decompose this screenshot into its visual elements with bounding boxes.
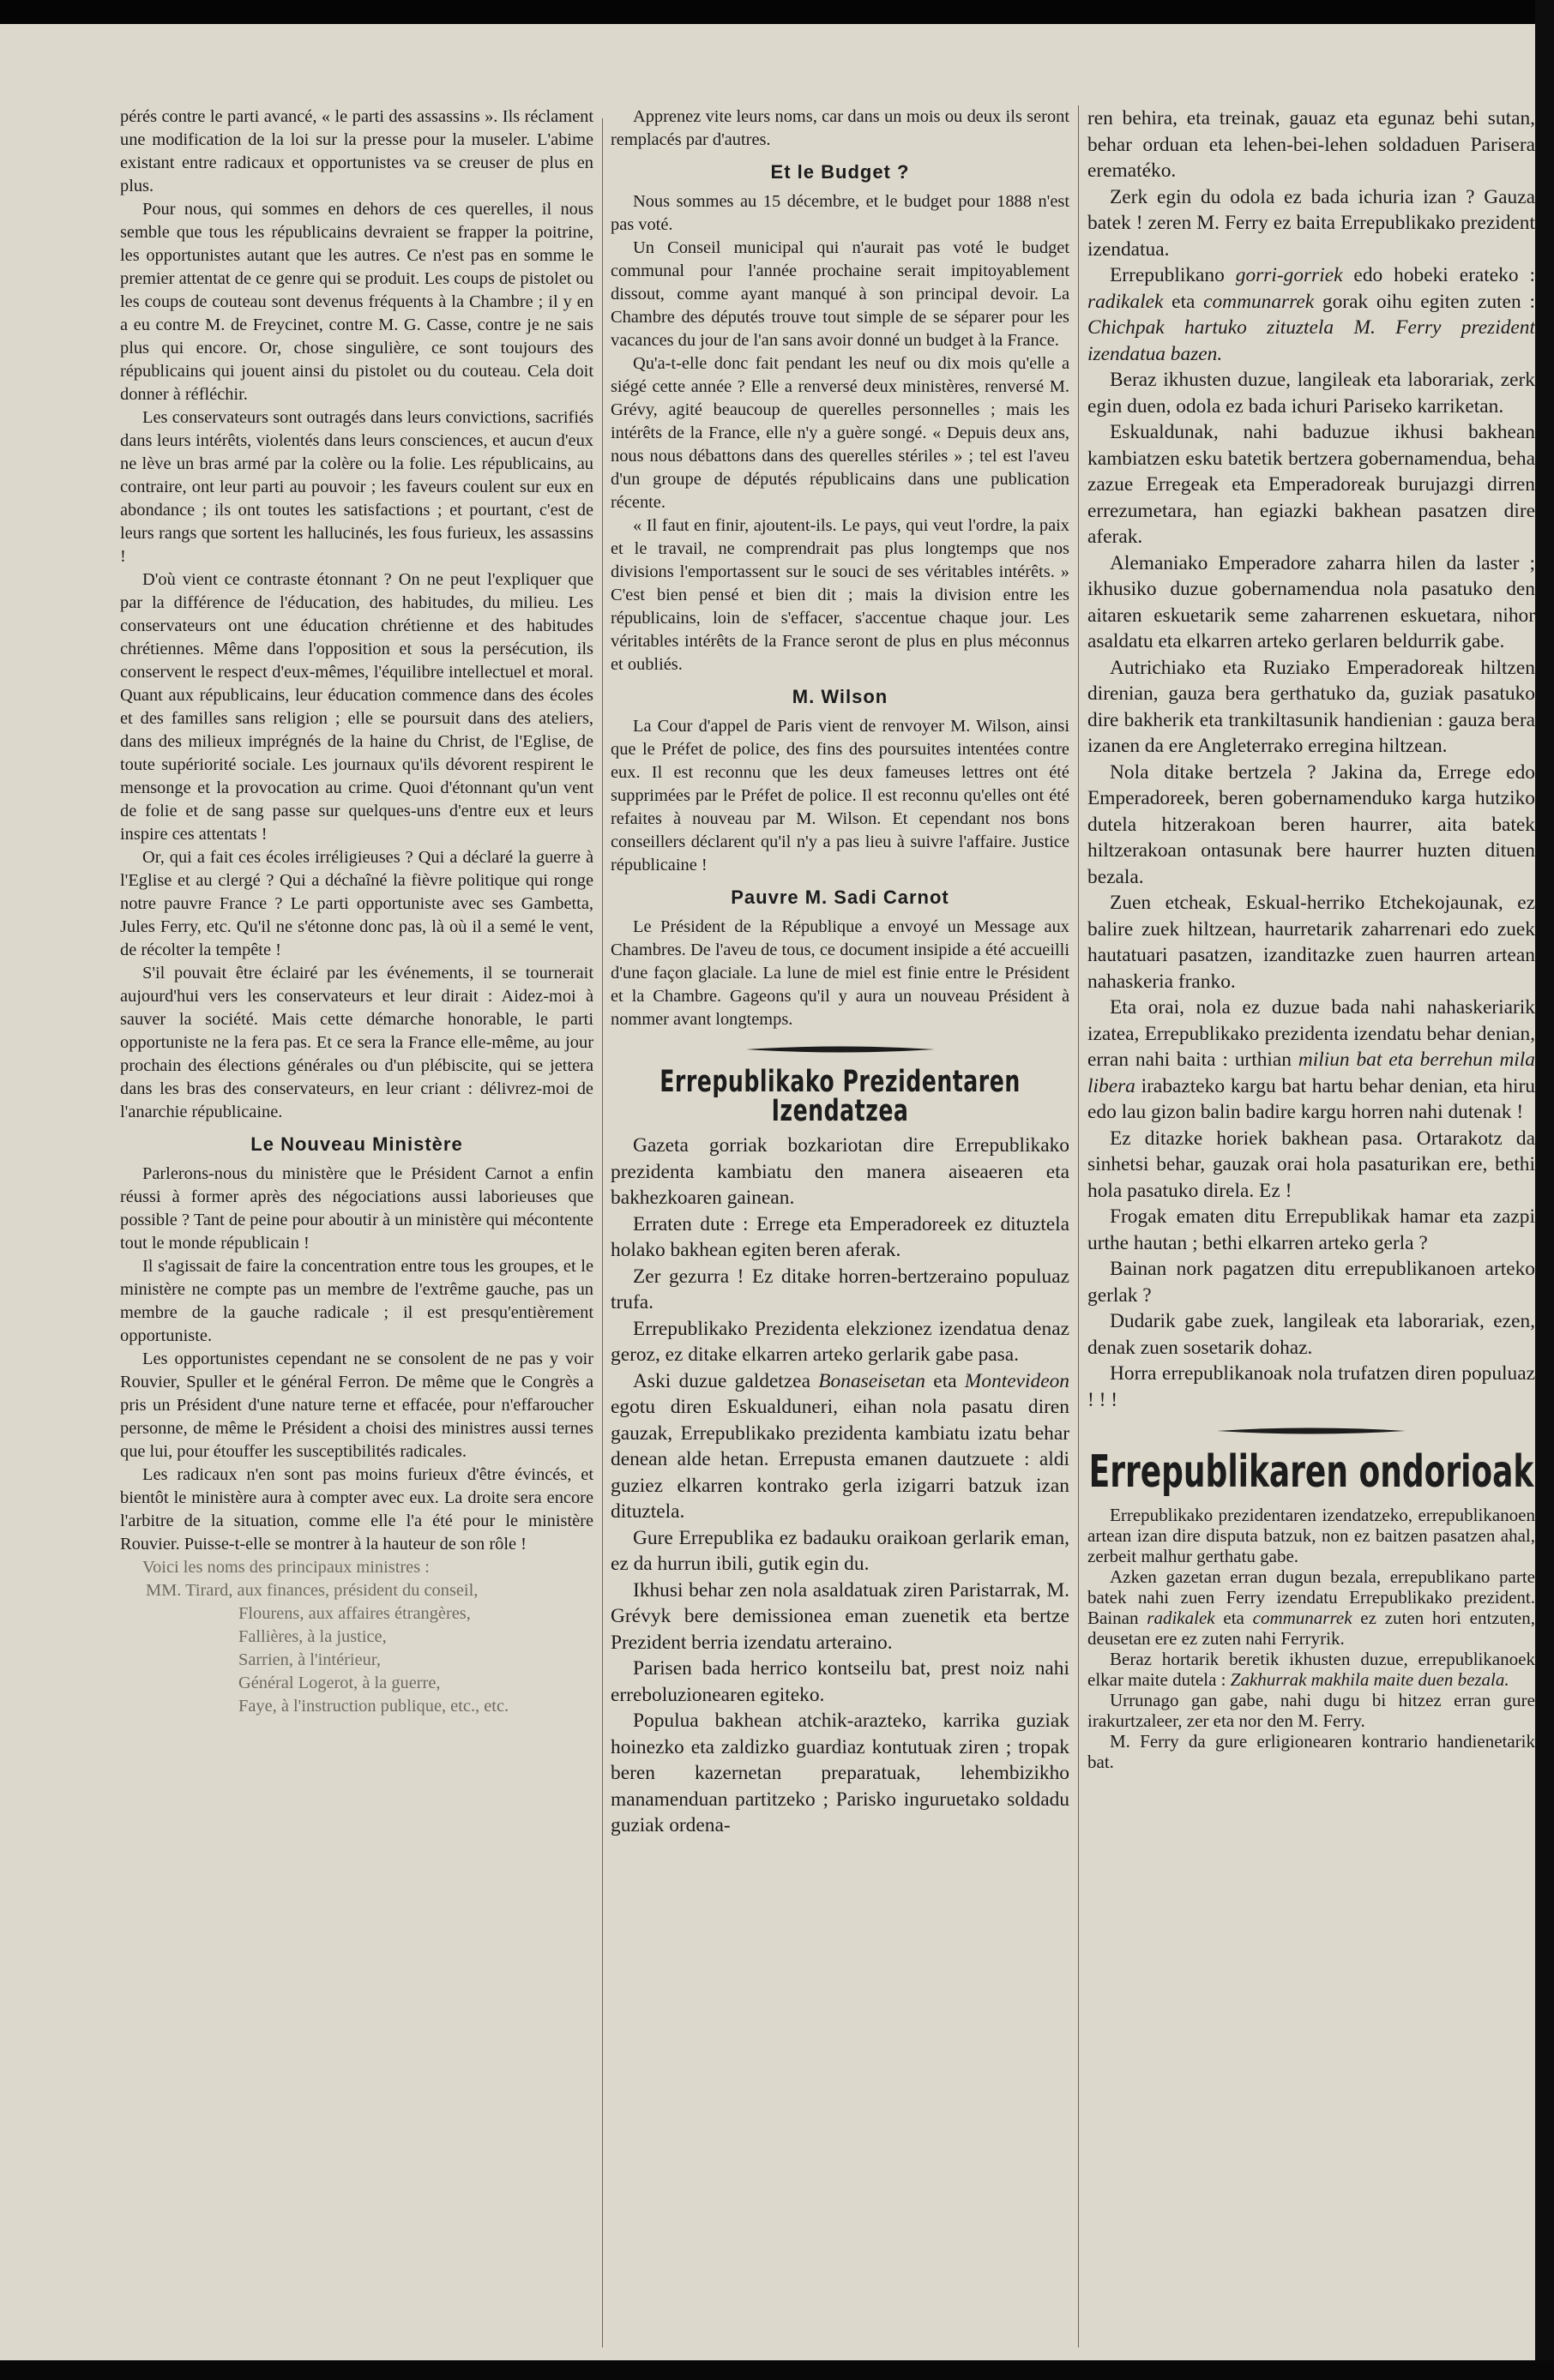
paragraph: Zer gezurra ! Ez ditake horren-bertzeraino populuaz trufa. <box>611 1265 1069 1313</box>
paragraph: Les opportunistes cependant ne se consolent de ne pas y voir Rouvier, Spuller et le général Ferron. De même que le Congrès a pris un Président d'une nature terne et effacée, pour n'effaroucher personne, de même le Président a choisi des ministres aussi ternes que lui, pour étouffer les susceptibilités radicales. <box>120 1349 593 1461</box>
paragraph: Urrunago gan gabe, nahi dugu bi hitzez erran gure irakurtzaleer, zer eta nor den M. Ferry. <box>1087 1689 1535 1731</box>
column-rule-left <box>602 118 603 2347</box>
paragraph: Dudarik gabe zuek, langileak eta laborariak, ezen, denak zuen sosetarik dohaz. <box>1087 1310 1535 1359</box>
paragraph: Le Président de la République a envoyé un Message aux Chambres. De l'aveu de tous, ce document insipide a été accueilli d'une façon glaciale. La lune de miel est finie entre le Président et la Chambre. Gageons qu'il y aura un nouveau Président à nommer avant longtemps. <box>611 917 1069 1029</box>
section-heading-wilson: M. Wilson <box>792 686 888 707</box>
paragraph: ren behira, eta treinak, gauaz eta egunaz behi sutan, behar orduan eta lehen-bei-lehen soldaduen Parisera erematéko. <box>1087 107 1535 182</box>
column-rule-right <box>1078 105 1079 2347</box>
minister-item: Faye, à l'instruction publique, etc., etc. <box>238 1697 509 1716</box>
column-french-left <box>120 105 593 2283</box>
column-basque-right <box>1087 105 1535 2369</box>
ministers-list <box>120 1579 593 1718</box>
paragraph: Nola ditake bertzela ? Jakina da, Errege edo Emperadoreek, beren gobernamenduko karga hutziko dutela hitzerakoan beren haurrer, aita batek hiltzerakoan ontasunak bere haurrer huzten dituen bezala. <box>1087 760 1535 888</box>
minister-item: Flourens, aux affaires étrangères, <box>238 1604 471 1623</box>
paragraph: Parisen bada herrico kontseilu bat, prest noiz nahi erreboluzionearen egiteko. <box>611 1657 1069 1706</box>
minister-item: MM. Tirard, aux finances, président du conseil, <box>146 1581 479 1600</box>
paragraph: Les conservateurs sont outragés dans leurs convictions, sacrifiés dans leurs intérêts, violentés dans leurs consciences, et aucun d'eux ne lève un bras armé par la colère ou la folie. Les républicains, au contraire, ont leur parti au pouvoir ; les faveurs coulent sur eux en abondance ; ils ont toutes les satisfactions ; et pourtant, c'est de leurs rangs que sortent les hallucinés, les fous furieux, les assassins ! <box>120 408 593 566</box>
scan-right-border <box>1535 0 1554 2380</box>
paragraph: Frogak ematen ditu Errepublikak hamar eta zazpi urthe hautan ; bethi elkarren arteko gerla ? <box>1087 1205 1535 1254</box>
article-heading-ondorioak: Errepublikaren ondorioak <box>1088 1446 1534 1498</box>
paragraph: Zuen etcheak, Eskual-herriko Etchekojaunak, ez balire zuek hiltzean, haurretarik zaharrenari edo zuek hautatuari pasatzen, izanditazke zuen haurren artean nahaskeria franko. <box>1087 892 1535 993</box>
paragraph: Alemaniako Emperadore zaharra hilen da laster ; ikhusiko duzue gobernamendua nola pasatuko den aitaren eskuetarik seme zaharrenen eskuetara, nihor asaldatu eta elkarren arteko gerlaren beldurrik gabe. <box>1087 551 1535 652</box>
paragraph: « Il faut en finir, ajoutent-ils. Le pays, qui veut l'ordre, la paix et le travail, ne comprendrait pas plus longtemps que nos divisions l'emportassent sur le souci de ses véritables intérêts. » C'est bien pensé et bien dit ; mais la division entre les républicains, loin de s'effacer, s'accentue chaque jour. Les véritables intérêts de la France seront de plus en plus méconnus et oubliés. <box>611 516 1069 674</box>
paragraph: D'où vient ce contraste étonnant ? On ne peut l'expliquer que par la différence de l'éducation, des habitudes, du milieu. Les conservateurs ont une éducation chrétienne et des habitudes chrétiennes. Même dans l'opposition et sous la persécution, ils conservent le respect d'eux-mêmes, l'équilibre intellectuel et moral. Quant aux républicains, leur éducation commence dans des écoles et des familles sans religion ; elle se poursuit dans des ateliers, dans des milieux imprégnés de la haine du Christ, de l'Eglise, de toute supériorité sociale. Les journaux qu'ils dévorent respirent le mensonge et la provocation au crime. Quoi d'étonnant qu'un vent de folie et de sang passe sur quelques-uns d'entre eux et leurs inspire ces attentats ! <box>120 570 593 844</box>
paragraph: Les radicaux n'en sont pas moins furieux d'être évincés, et bientôt le ministère aura à compter avec eux. La droite sera encore l'arbitre de la situation, comme elle l'a été pour le ministère Rouvier. Puisse-t-elle se montrer à la hauteur de son rôle ! <box>120 1465 593 1554</box>
paragraph: Ez ditazke horiek bakhean pasa. Ortarakotz da sinhetsi behar, gauzak orai hola pasaturikan ere, bethi hola pasatuko direla. Ez ! <box>1087 1127 1535 1202</box>
paragraph: S'il pouvait être éclairé par les événements, il se tournerait aujourd'hui vers les conservateurs et leur dirait : Aidez-moi à sauver la société. Mais cette démarche honorable, le parti opportuniste ne la fera pas. Et ce sera la France elle-même, au jour prochain des élections générales ou d'un plébiscite, qui se jettera dans les bras des conservateurs, en leur criant : délivrez-moi de l'anarchie républicaine. <box>120 964 593 1121</box>
paragraph: Azken gazetan erran dugun bezala, errepublikano parte batek nahi zuen Ferry izendatu Errepublikako prezident. Bainan radikalek eta communarrek ez zuten hori entzuten, deusetan ere ez zuten nahi Ferryrik. <box>1087 1566 1535 1649</box>
basque-article-body <box>611 1133 1069 1839</box>
paragraph: Beraz ikhusten duzue, langileak eta laborariak, zerk egin duen, odola ez bada ichuri Pariseko karriketan. <box>1087 369 1535 418</box>
minister-item: Sarrien, à l'intérieur, <box>238 1650 381 1669</box>
paragraph: Qu'a-t-elle donc fait pendant les neuf ou dix mois qu'elle a siégé cette année ? Elle a renversé deux ministères, renversé M. Grévy, agité beaucoup de querelles personnelles ; mais les intérêts de la France, elle n'y a guère songé. « Depuis deux ans, nous nous débattons dans des querelles stériles » ; tel est l'aveu d'un groupe de députés républicains dans une publication récente. <box>611 354 1069 512</box>
paragraph: Errepublikako Prezidenta elekzionez izendatua denaz geroz, ez ditake elkarren arteko gerlarik gabe pasa. <box>611 1317 1069 1366</box>
paragraph: Populua bakhean atchik-arazteko, karrika guziak hoinezko eta zaldizko guardiaz kontutuak ziren ; tropak beren kazernetan preparatuak, lehembizikho manamenduan partitzeko ; Parisko inguruetako soldadu guziak ordena- <box>611 1710 1069 1836</box>
paragraph: Parlerons-nous du ministère que le Président Carnot a enfin réussi à former après des négociations aussi laborieuses que possible ? Tant de peine pour aboutir à un ministère qui mécontente tout le monde républicain ! <box>120 1164 593 1253</box>
paragraph: M. Ferry da gure erligionearen kontrario handienetarik bat. <box>1087 1730 1535 1772</box>
paragraph: Horra errepublikanoak nola trufatzen diren populuaz ! ! ! <box>1087 1362 1535 1411</box>
paragraph: Il s'agissait de faire la concentration entre tous les groupes, et le ministère ne compte pas un membre de l'extrême gauche, pas un membre de la gauche radicale ; il est presqu'entièrement opportuniste. <box>120 1257 593 1345</box>
decorative-rule <box>1217 1427 1406 1435</box>
paragraph: Gure Errepublika ez badauku oraikoan gerlarik eman, ez da hurrun ibili, gutik egin du. <box>611 1526 1069 1575</box>
paragraph: Errepublikako prezidentaren izendatzeko, errepublikanoen artean izan dire disputa batzuk, non ez baitzen pasatzen ahal, zerbeit malhur gerthatu gabe. <box>1087 1504 1535 1566</box>
paragraph: Zerk egin du odola ez bada ichuria izan ? Gauza batek ! zeren M. Ferry ez baita Errepublikako prezident izendatua. <box>1087 185 1535 261</box>
paragraph: Erraten dute : Errege eta Emperadoreek ez dituztela holako bakhean egiten beren aferak. <box>611 1212 1069 1261</box>
paragraph: Bainan nork pagatzen ditu errepublikanoen arteko gerlak ? <box>1087 1258 1535 1307</box>
newspaper-page <box>0 24 1535 2360</box>
section-heading-budget: Et le Budget ? <box>770 161 910 183</box>
scan-bottom-border <box>0 2360 1554 2380</box>
paragraph: Voici les noms des principaux ministres : <box>142 1558 430 1577</box>
paragraph: Autrichiako eta Ruziako Emperadoreak hiltzen direnian, gauza bera gerthatuko da, guziak pasatuko dire bakherik eta trankiltasunik handienian : gauza bera izanen da ere Angleterrako erregina hiltzean. <box>1087 656 1535 757</box>
paragraph: Errepublikano gorri-gorriek edo hobeki erateko : radikalek eta communarrek gorak oihu egiten zuten : Chichpak hartuko zituztela M. Ferry prezident izendatua bazen. <box>1087 264 1535 365</box>
article-heading-prezidentaren-izendatzea: Errepublikako Prezidentaren Izendatzea <box>660 1063 1021 1128</box>
paragraph: Gazeta gorriak bozkariotan dire Errepublikako prezidenta kambiatu den manera aiseaeren eta bakhezkoaren gainean. <box>611 1134 1069 1209</box>
basque-article-body <box>1087 1505 1535 1772</box>
paragraph: Ikhusi behar zen nola asaldatuak ziren Paristarrak, M. Grévyk bere demissionea eman zuenetik eta bertze Prezident berria izendatu arteraino. <box>611 1578 1069 1654</box>
paragraph: Un Conseil municipal qui n'aurait pas voté le budget communal pour l'année prochaine serait impitoyablement dissout, comme ayant manqué à son principal devoir. La Chambre des députés trouve tout simple de se séparer pour les vacances du jour de l'an sans avoir donné un budget à la France. <box>611 238 1069 350</box>
paragraph: Or, qui a fait ces écoles irréligieuses ? Qui a déclaré la guerre à l'Eglise et au clergé ? Qui a déchaîné la fièvre politique qui ronge notre pauvre France ? Le parti opportuniste avec ses Gambetta, Jules Ferry, etc. Qu'il ne s'étonne donc pas, là où il a semé le vent, de récolter la tempête ! <box>120 848 593 959</box>
section-heading-carnot: Pauvre M. Sadi Carnot <box>731 886 949 908</box>
paragraph: Beraz hortarik beretik ikhusten duzue, errepublikanoek elkar maite dutela : Zakhurrak makhila maite duen bezala. <box>1087 1648 1535 1690</box>
paragraph: Eta orai, nola ez duzue bada nahi nahaskeriarik izatea, Errepublikako prezidenta izendatu behar denian, erran nahi baita : urthian miliun bat eta berrehun mila libera irabazteko kargu bat hartu behar denian, eta hiru edo lau gizon balin badire kargu horren nahi dutenak ! <box>1087 996 1535 1123</box>
paragraph: Pour nous, qui sommes en dehors de ces querelles, il nous semble que tous les républicains devraient se frapper la poitrine, les opportunistes autant que les autres. Ce n'est pas en somme le premier attentat de ce genre qui se produit. Les coups de pistolet ou les coups de couteau sont devenus fréquents à la Chambre ; il y en a eu contre M. de Freycinet, contre M. G. Casse, contre je ne sais plus qui encore. Or, chose singulière, ce sont toujours des républicains qui jouent ainsi du pistolet ou du couteau. Cela doit donner à réfléchir. <box>120 200 593 404</box>
paragraph: pérés contre le parti avancé, « le parti des assassins ». Ils réclament une modification de la loi sur la presse pour la museler. L'abime existant entre radicaux et opportunistes va se creuser de plus en plus. <box>120 107 593 195</box>
scan-top-border <box>0 0 1554 24</box>
minister-item: Général Logerot, à la guerre, <box>238 1674 441 1692</box>
minister-item: Fallières, à la justice, <box>238 1627 387 1646</box>
paragraph: Aski duzue galdetzea Bonaseisetan eta Montevideon egotu diren Eskualduneri, eihan nola pasatu diren gauzak, Errepublikako prezidenta kambiatu izatu behar denean alde hetan. Errepusta emanen dautzuete : aldi guziez elkarren kontrako gerla izigarri batzuk izan dituztela. <box>611 1369 1069 1523</box>
paragraph: Nous sommes au 15 décembre, et le budget pour 1888 n'est pas voté. <box>611 192 1069 234</box>
decorative-rule <box>746 1045 935 1054</box>
paragraph: Apprenez vite leurs noms, car dans un mois ou deux ils seront remplacés par d'autres. <box>611 107 1069 149</box>
paragraph: Eskualdunak, nahi baduzue ikhusi bakhean kambiatzen esku batetik bertzera gobernamendua, beha zazue Erregeak eta Emperadoreak burujazgi dirren errezumetara, han egiazki bakhean pasatzen dire aferak. <box>1087 421 1535 548</box>
column-center <box>611 105 1069 2369</box>
paragraph: La Cour d'appel de Paris vient de renvoyer M. Wilson, ainsi que le Préfet de police, des fins des poursuites intentées contre eux. Il est reconnu que les deux fameuses lettres ont été supprimées par le Préfet de police. Il est reconnu qu'elles ont été refaites à nouveau par M. Wilson. Et cependant nos bons conseillers déclarent qu'il n'y a pas lieu à suivre l'affaire. Justice républicaine ! <box>611 717 1069 874</box>
section-heading-nouveau-ministere: Le Nouveau Ministère <box>250 1133 463 1155</box>
